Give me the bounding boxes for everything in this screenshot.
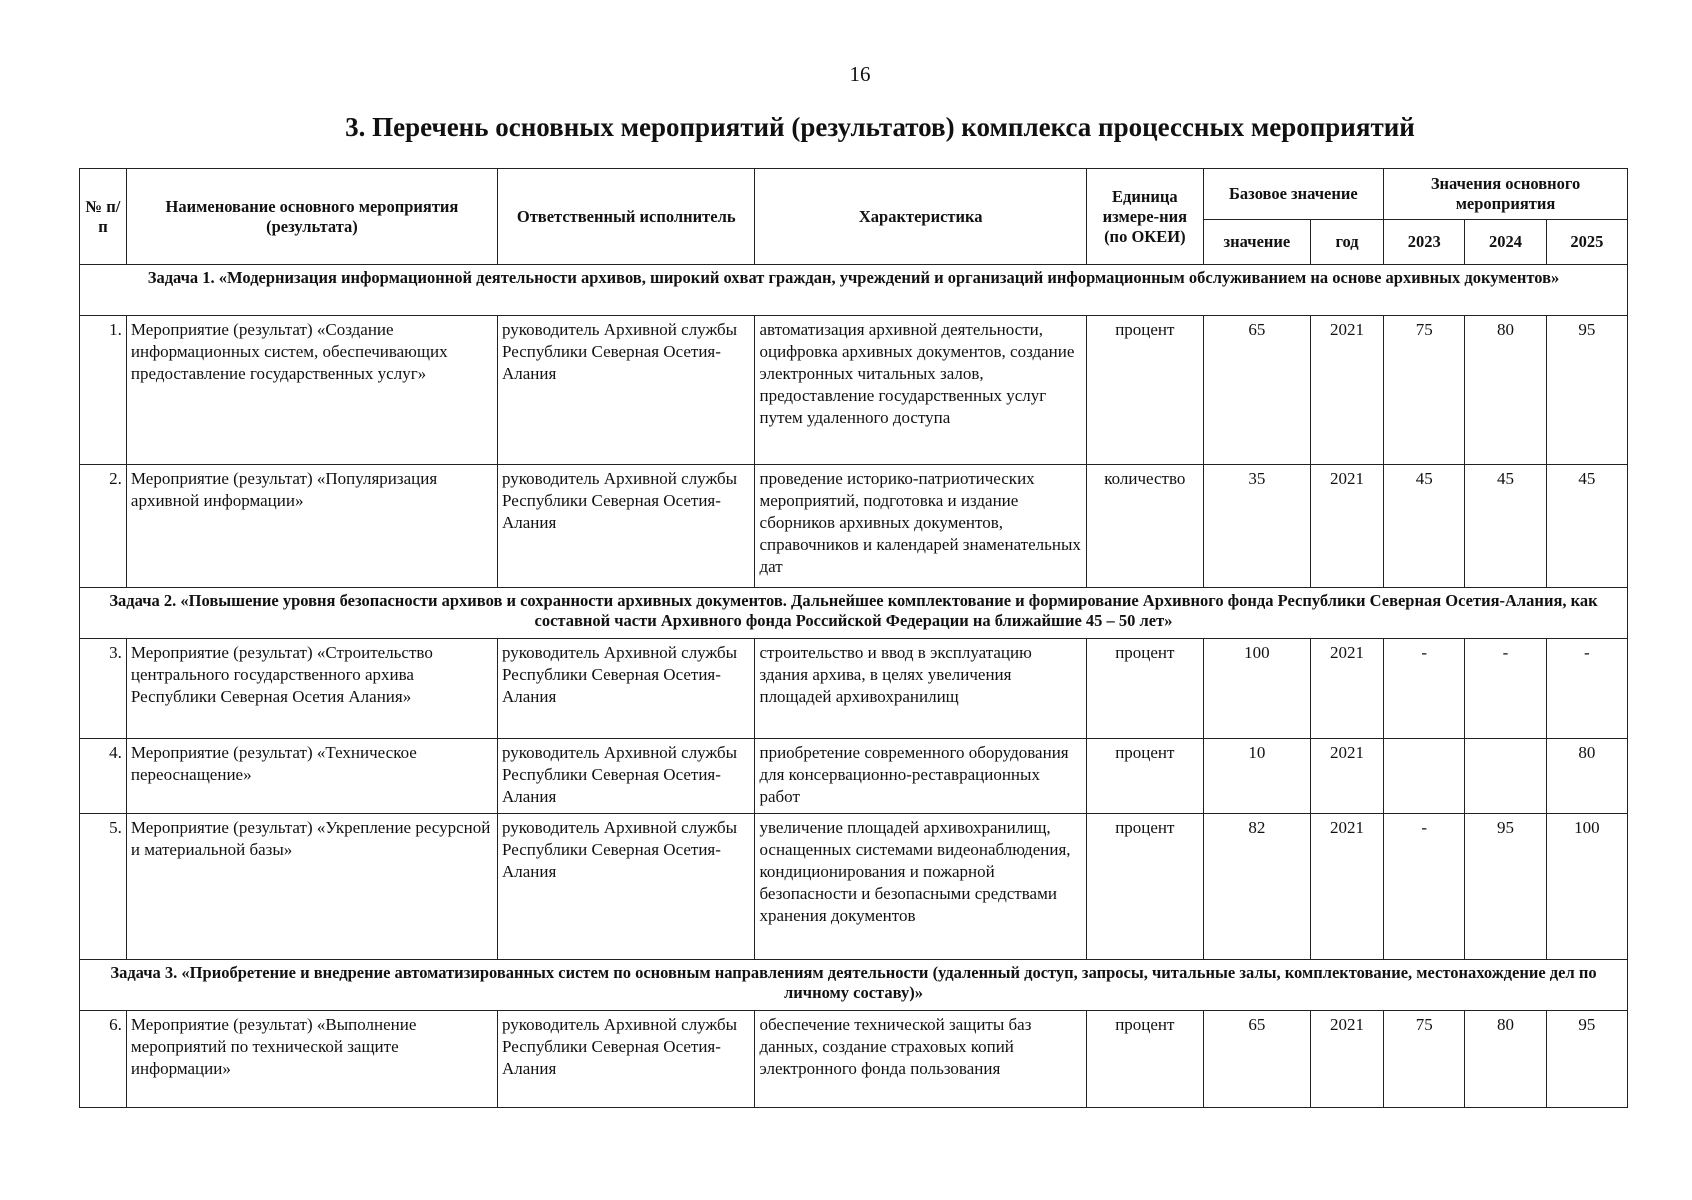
row-2023: 75 [1384, 1011, 1465, 1108]
row-base-value: 10 [1203, 739, 1310, 814]
row-2024: 45 [1465, 465, 1546, 588]
row-name: Мероприятие (результат) «Создание информационных систем, обеспечивающих предоставление государственных услуг» [126, 316, 497, 465]
row-num: 1. [80, 316, 127, 465]
row-num: 5. [80, 814, 127, 960]
task-row [80, 960, 1628, 1011]
header-base-year: год [1311, 220, 1384, 265]
row-base-year: 2021 [1311, 316, 1384, 465]
header-name: Наименование основного мероприятия (результата) [126, 169, 497, 265]
row-2025: 95 [1546, 316, 1627, 465]
row-num: 6. [80, 1011, 127, 1108]
row-unit: процент [1086, 639, 1203, 739]
header-2023: 2023 [1384, 220, 1465, 265]
row-base-value: 35 [1203, 465, 1310, 588]
row-unit: процент [1086, 739, 1203, 814]
row-characteristic: проведение историко-патриотических мероприятий, подготовка и издание сборников архивных документов, справочников и календарей знаменательных дат [755, 465, 1086, 588]
row-unit: количество [1086, 465, 1203, 588]
table-row [80, 739, 1628, 814]
row-name: Мероприятие (результат) «Техническое переоснащение» [126, 739, 497, 814]
row-executor: руководитель Архивной службы Республики Северная Осетия-Алания [498, 316, 755, 465]
row-base-value: 65 [1203, 1011, 1310, 1108]
row-unit: процент [1086, 316, 1203, 465]
row-2025: - [1546, 639, 1627, 739]
table-row [80, 316, 1628, 465]
row-name: Мероприятие (результат) «Выполнение мероприятий по технической защите информации» [126, 1011, 497, 1108]
measures-table [79, 168, 1628, 1108]
row-num: 2. [80, 465, 127, 588]
row-num: 4. [80, 739, 127, 814]
row-num: 3. [80, 639, 127, 739]
row-name: Мероприятие (результат) «Строительство центрального государственного архива Республики Северная Осетия Алания» [126, 639, 497, 739]
row-base-year: 2021 [1311, 465, 1384, 588]
row-2024: 95 [1465, 814, 1546, 960]
page-number: 16 [849, 62, 871, 86]
header-planned: Значения основного мероприятия [1384, 169, 1628, 220]
row-executor: руководитель Архивной службы Республики Северная Осетия-Алания [498, 1011, 755, 1108]
header-base: Базовое значение [1203, 169, 1383, 220]
row-characteristic: автоматизация архивной деятельности, оцифровка архивных документов, создание электронных читальных залов, предоставление государственных услуг путем удаленного доступа [755, 316, 1086, 465]
row-base-year: 2021 [1311, 814, 1384, 960]
row-unit: процент [1086, 1011, 1203, 1108]
row-2024: 80 [1465, 316, 1546, 465]
header-row [80, 169, 1628, 220]
row-2023: 45 [1384, 465, 1465, 588]
row-name: Мероприятие (результат) «Укрепление ресурсной и материальной базы» [126, 814, 497, 960]
row-characteristic: приобретение современного оборудования для консервационно-реставрационных работ [755, 739, 1086, 814]
row-2023: 75 [1384, 316, 1465, 465]
row-executor: руководитель Архивной службы Республики Северная Осетия-Алания [498, 739, 755, 814]
task-heading: Задача 2. «Повышение уровня безопасности архивов и сохранности архивных документов. Дальнейшее комплектование и формирование Архивного фонда Республики Северная Осетия-Алания, как составной части Архивного фонда Российской Федерации на ближайшие 45 – 50 лет» [80, 588, 1628, 639]
row-executor: руководитель Архивной службы Республики Северная Осетия-Алания [498, 814, 755, 960]
row-base-value: 82 [1203, 814, 1310, 960]
header-unit: Единица измере-ния (по ОКЕИ) [1086, 169, 1203, 265]
header-num: № п/п [80, 169, 127, 265]
header-characteristic: Характеристика [755, 169, 1086, 265]
task-heading: Задача 1. «Модернизация информационной деятельности архивов, широкий охват граждан, учреждений и организаций информационным обслуживанием на основе архивных документов» [80, 265, 1628, 316]
header-2024: 2024 [1465, 220, 1546, 265]
page-title: 3. Перечень основных мероприятий (результатов) комплекса процессных мероприятий [345, 112, 1415, 142]
row-2023 [1384, 739, 1465, 814]
table-row [80, 1011, 1628, 1108]
header-2025: 2025 [1546, 220, 1627, 265]
row-2025: 100 [1546, 814, 1627, 960]
row-characteristic: обеспечение технической защиты баз данных, создание страховых копий электронного фонда пользования [755, 1011, 1086, 1108]
table-row [80, 465, 1628, 588]
row-unit: процент [1086, 814, 1203, 960]
row-base-year: 2021 [1311, 1011, 1384, 1108]
row-executor: руководитель Архивной службы Республики Северная Осетия-Алания [498, 465, 755, 588]
task-row [80, 588, 1628, 639]
task-heading: Задача 3. «Приобретение и внедрение автоматизированных систем по основным направлениям деятельности (удаленный доступ, запросы, читальные залы, комплектование, местонахождение дел по личному составу)» [80, 960, 1628, 1011]
row-2025: 45 [1546, 465, 1627, 588]
table-row [80, 639, 1628, 739]
row-2025: 80 [1546, 739, 1627, 814]
row-base-year: 2021 [1311, 739, 1384, 814]
row-characteristic: строительство и ввод в эксплуатацию здания архива, в целях увеличения площадей архивохранилищ [755, 639, 1086, 739]
row-base-value: 100 [1203, 639, 1310, 739]
row-executor: руководитель Архивной службы Республики Северная Осетия-Алания [498, 639, 755, 739]
header-base-value: значение [1203, 220, 1310, 265]
row-characteristic: увеличение площадей архивохранилищ, оснащенных системами видеонаблюдения, кондиционирования и пожарной безопасности и безопасными средствами хранения документов [755, 814, 1086, 960]
task-row [80, 265, 1628, 316]
table-row [80, 814, 1628, 960]
row-name: Мероприятие (результат) «Популяризация архивной информации» [126, 465, 497, 588]
row-base-value: 65 [1203, 316, 1310, 465]
row-2023: - [1384, 814, 1465, 960]
row-2024 [1465, 739, 1546, 814]
row-2024: - [1465, 639, 1546, 739]
row-2024: 80 [1465, 1011, 1546, 1108]
row-2023: - [1384, 639, 1465, 739]
header-executor: Ответственный исполнитель [498, 169, 755, 265]
row-base-year: 2021 [1311, 639, 1384, 739]
row-2025: 95 [1546, 1011, 1627, 1108]
